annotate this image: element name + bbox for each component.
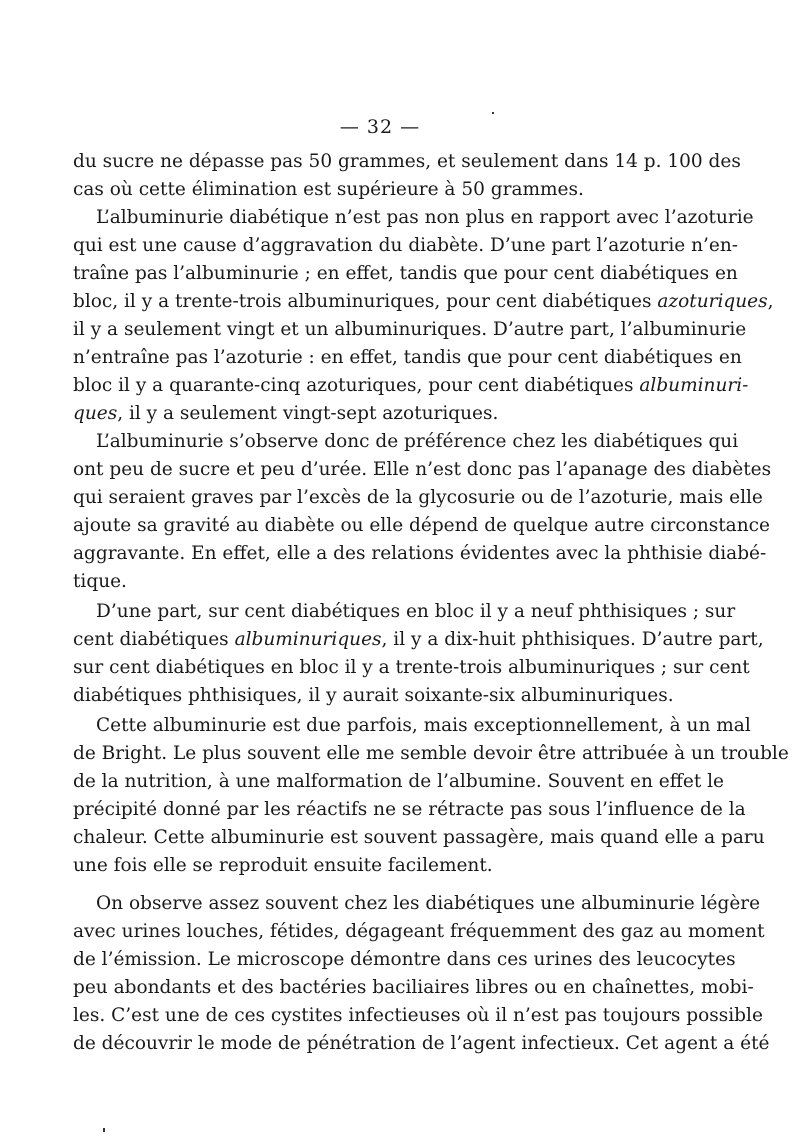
text-line: L’albuminurie diabétique n’est pas non plus en rapport avec l’azoturie	[96, 207, 754, 228]
text-line: qui est une cause d’aggravation du diabète. D’une part l’azoturie n’en-	[73, 235, 738, 256]
text-line: tique.	[73, 571, 127, 592]
text-line: du sucre ne dépasse pas 50 grammes, et seulement dans 14 p. 100 des	[73, 151, 741, 172]
text-line: On observe assez souvent chez les diabétiques une albuminurie légère	[96, 893, 761, 914]
page-number: — 32 —	[339, 116, 421, 138]
text-line: peu abondants et des bactéries baciliaires libres ou en chaînettes, mobi-	[73, 977, 754, 998]
text-line: bloc, il y a trente-trois albuminuriques, pour cent diabétiques azoturiques,	[73, 291, 774, 312]
text-line: chaleur. Cette albuminurie est souvent passagère, mais quand elle a paru	[73, 827, 765, 848]
text-line: D’une part, sur cent diabétiques en bloc il y a neuf phthisiques ; sur	[96, 601, 736, 622]
text-line: sur cent diabétiques en bloc il y a trente-trois albuminuriques ; sur cent	[73, 657, 750, 678]
scan-speck	[492, 112, 494, 114]
text-line: les. C’est une de ces cystites infectieuses où il n’est pas toujours possible	[73, 1005, 763, 1026]
text-line: cent diabétiques albuminuriques, il y a dix-huit phthisiques. D’autre part,	[73, 629, 764, 650]
text-line: de l’émission. Le microscope démontre dans ces urines des leucocytes	[73, 949, 736, 970]
text-line: L’albuminurie s’observe donc de préférence chez les diabétiques qui	[96, 431, 739, 452]
text-line: traîne pas l’albuminurie ; en effet, tandis que pour cent diabétiques en	[73, 263, 738, 284]
text-line: ont peu de sucre et peu d’urée. Elle n’est donc pas l’apanage des diabètes	[73, 459, 772, 480]
text-line: ajoute sa gravité au diabète ou elle dépend de quelque autre circonstance	[73, 515, 770, 536]
text-line: diabétiques phthisiques, il y aurait soixante-six albuminuriques.	[73, 685, 674, 706]
text-line: Cette albuminurie est due parfois, mais exceptionnellement, à un mal	[96, 715, 751, 736]
text-line: précipité donné par les réactifs ne se rétracte pas sous l’influence de la	[73, 799, 746, 820]
text-line: aggravante. En effet, elle a des relations évidentes avec la phthisie diabé-	[73, 543, 767, 564]
scan-speck	[103, 1128, 105, 1132]
text-line: ques, il y a seulement vingt-sept azoturiques.	[73, 403, 499, 424]
text-line: avec urines louches, fétides, dégageant fréquemment des gaz au moment	[73, 921, 765, 942]
text-line: il y a seulement vingt et un albuminuriques. D’autre part, l’albuminurie	[73, 319, 747, 340]
text-line: de la nutrition, à une malformation de l’albumine. Souvent en effet le	[73, 771, 725, 792]
text-line: de Bright. Le plus souvent elle me semble devoir être attribuée à un trouble	[73, 743, 789, 764]
text-line: de découvrir le mode de pénétration de l’agent infectieux. Cet agent a été	[73, 1033, 770, 1054]
text-line: n’entraîne pas l’azoturie : en effet, tandis que pour cent diabétiques en	[73, 347, 742, 368]
text-line: qui seraient graves par l’excès de la glycosurie ou de l’azoturie, mais elle	[73, 487, 763, 508]
text-line: cas où cette élimination est supérieure à 50 grammes.	[73, 179, 584, 200]
text-line: une fois elle se reproduit ensuite facilement.	[73, 855, 493, 876]
text-line: bloc il y a quarante-cinq azoturiques, pour cent diabétiques albuminuri-	[73, 375, 749, 396]
